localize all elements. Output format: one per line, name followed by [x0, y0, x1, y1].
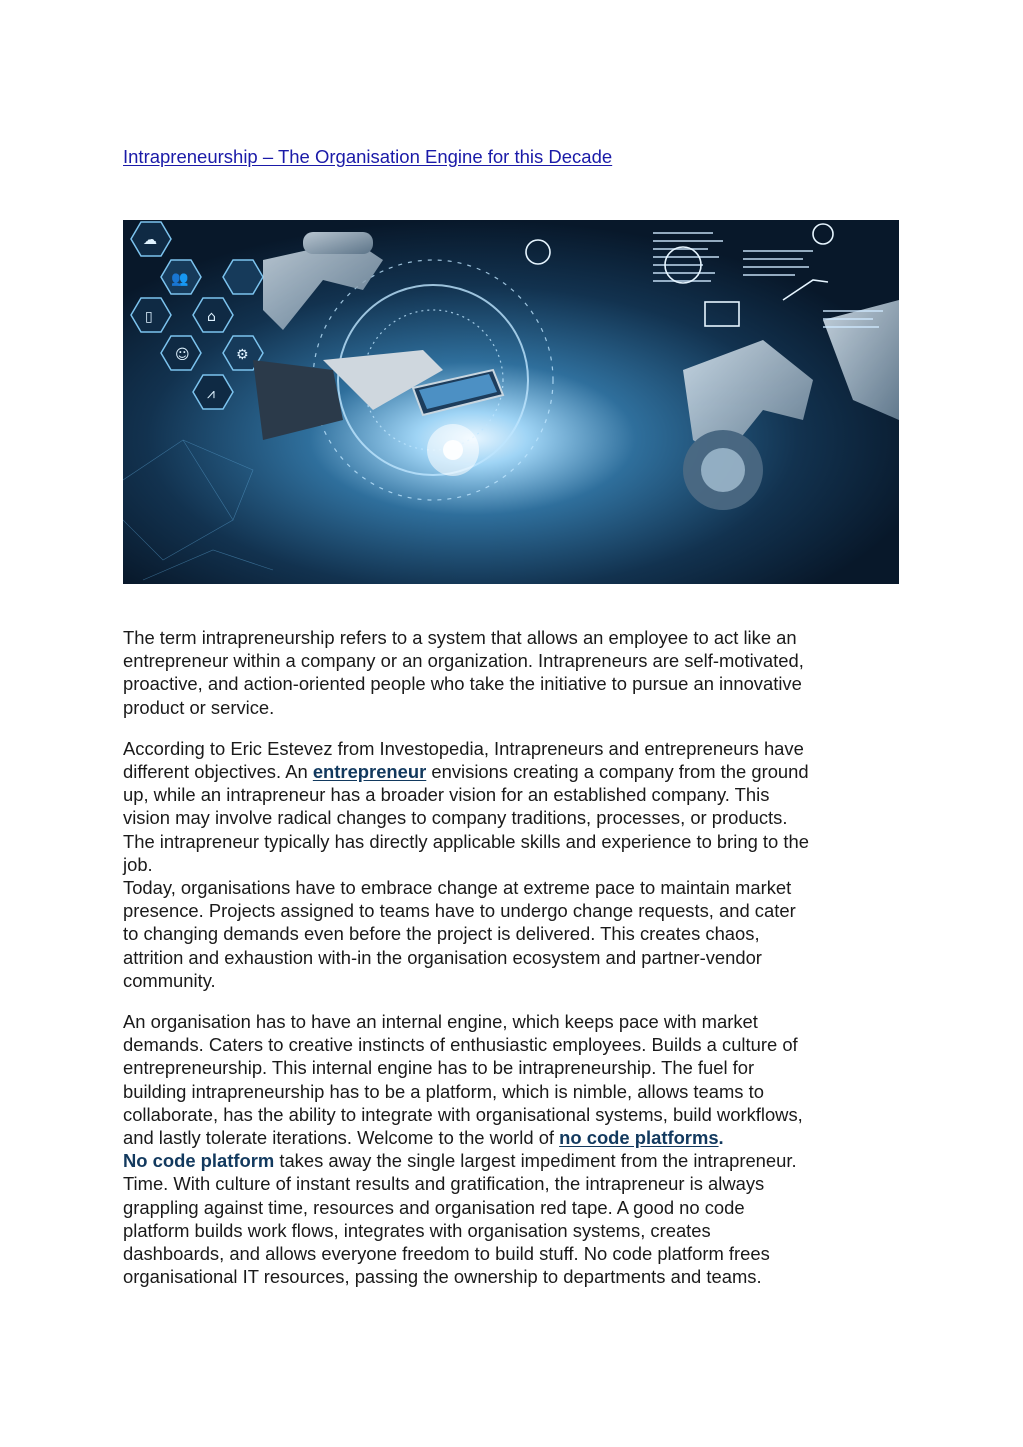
- paragraph-objectives: [123, 737, 913, 992]
- industrial-robot-illustration: [123, 220, 899, 584]
- text-line: job.: [123, 853, 153, 875]
- text-line: platform builds work flows, integrates with organisation systems, creates: [123, 1219, 711, 1241]
- text-line: The term intrapreneurship refers to a system that allows an employee to act like an: [123, 627, 797, 648]
- phone-icon: ▯: [145, 309, 153, 325]
- power-tower-icon: ⩘: [207, 386, 215, 402]
- text-line: grappling against time, resources and organisation red tape. A good no code: [123, 1196, 745, 1218]
- no-code-platforms-link[interactable]: no code platforms: [559, 1127, 719, 1149]
- text-fragment: .: [718, 1127, 724, 1149]
- text-line: up, while an intrapreneur has a broader vision for an established company. This: [123, 784, 770, 806]
- team-icon: 👥: [171, 271, 189, 287]
- text-fragment: takes away the single largest impediment from the intrapreneur.: [274, 1150, 797, 1172]
- text-line: community.: [123, 969, 216, 991]
- text-line: demands. Caters to creative instincts of enthusiastic employees. Builds a culture of: [123, 1034, 798, 1056]
- cloud-icon: ☁: [143, 232, 157, 248]
- text-line: presence. Projects assigned to teams have to undergo change requests, and cater: [123, 900, 796, 922]
- text-line: dashboards, and allows everyone freedom to build stuff. No code platform frees: [123, 1243, 770, 1265]
- paragraph-engine: [123, 1010, 913, 1288]
- text-fragment: and lastly tolerate iterations. Welcome to the world of: [123, 1127, 560, 1149]
- text-line: [123, 1149, 913, 1172]
- no-code-platform-term: No code platform: [123, 1150, 275, 1172]
- text-line: According to Eric Estevez from Investopedia, Intrapreneurs and entrepreneurs have: [123, 737, 804, 759]
- text-line: vision may involve radical changes to company traditions, processes, or products.: [123, 807, 788, 829]
- article-body: [123, 626, 913, 1306]
- text-line: attrition and exhaustion with-in the organisation ecosystem and partner-vendor: [123, 946, 762, 968]
- text-line: [123, 760, 913, 783]
- text-line: proactive, and action-oriented people who take the initiative to pursue an innovative: [123, 673, 802, 695]
- text-line: Time. With culture of instant results and gratification, the intrapreneur is always: [123, 1173, 765, 1195]
- text-line: entrepreneurship. This internal engine has to be intrapreneurship. The fuel for: [123, 1057, 755, 1079]
- article-title-link[interactable]: Intrapreneurship – The Organisation Engine for this Decade: [123, 146, 613, 167]
- text-line: The intrapreneur typically has directly applicable skills and experience to bring to the: [123, 830, 809, 852]
- text-line: organisational IT resources, passing the ownership to departments and teams.: [123, 1266, 762, 1288]
- text-line: Today, organisations have to embrace change at extreme pace to maintain market: [123, 877, 792, 899]
- worker-icon: ☺: [175, 347, 190, 363]
- text-line: [123, 1126, 913, 1149]
- hero-image: [123, 220, 899, 584]
- text-line: An organisation has to have an internal engine, which keeps pace with market: [123, 1011, 758, 1033]
- paragraph-definition: [123, 626, 913, 719]
- text-fragment: different objectives. An: [123, 761, 313, 783]
- text-line: entrepreneur within a company or an organization. Intrapreneurs are self-motivated,: [123, 650, 804, 672]
- entrepreneur-link[interactable]: entrepreneur: [312, 761, 427, 783]
- text-line: building intrapreneurship has to be a platform, which is nimble, allows teams to: [123, 1080, 764, 1102]
- text-fragment: envisions creating a company from the ground: [426, 761, 809, 783]
- text-line: to changing demands even before the project is delivered. This creates chaos,: [123, 923, 760, 945]
- gear-icon: ⚙: [236, 347, 249, 363]
- factory-icon: ⌂: [207, 309, 216, 325]
- text-line: product or service.: [123, 696, 275, 718]
- text-line: collaborate, has the ability to integrate with organisational systems, build workflows,: [123, 1103, 803, 1125]
